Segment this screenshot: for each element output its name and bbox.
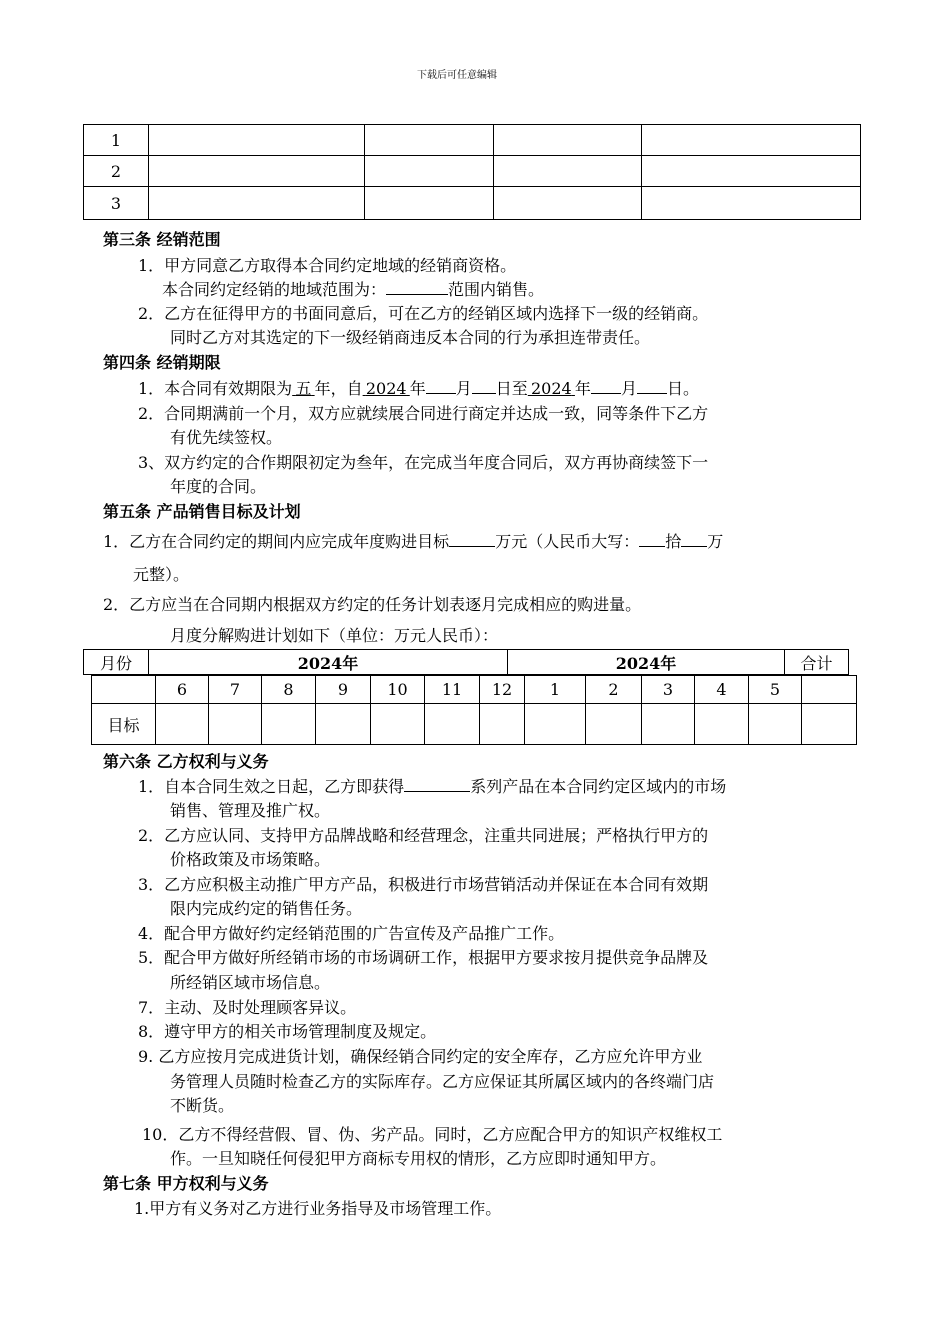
article-5-item-1-cont: 元整）。: [133, 565, 190, 584]
article-4-item-3: 3、双方约定的合作期限初定为叁年，在完成当年度合同后，双方再协商续签下一: [138, 453, 709, 472]
page-header-note: 下载后可任意编辑: [417, 70, 497, 81]
article-4-item-2: 2．合同期满前一个月，双方应就续展合同进行商定并达成一致，同等条件下乙方: [138, 404, 709, 423]
article-6-item-9-cont: 务管理人员随时检查乙方的实际库存。乙方应保证其所属区域内的各终端门店: [170, 1072, 715, 1091]
target-label: 目标: [92, 704, 156, 745]
article-3-item-1-scope: 本合同约定经销的地域范围为： 范围内销售。: [162, 280, 545, 299]
row-number: 3: [84, 187, 149, 220]
month-cell: 2: [586, 676, 642, 704]
article-6-item-9-cont2: 不断货。: [170, 1096, 235, 1115]
month-label: 月份: [84, 650, 149, 675]
article-3-item-2: 2．乙方在征得甲方的书面同意后，可在乙方的经销区域内选择下一级的经销商。: [138, 304, 709, 323]
table-row: [84, 156, 861, 187]
article-7-item-1: 1.甲方有义务对乙方进行业务指导及市场管理工作。: [134, 1199, 502, 1218]
article-6-item-1: 1．自本合同生效之日起，乙方即获得 系列产品在本合同约定区域内的市场: [138, 777, 727, 796]
article-6-item-8: 8．遵守甲方的相关市场管理制度及规定。: [138, 1022, 437, 1041]
article-6-item-5: 5．配合甲方做好所经销市场的市场调研工作，根据甲方要求按月提供竞争品牌及: [138, 948, 709, 967]
month-cell: 8: [262, 676, 316, 704]
article-5-item-2: 2．乙方应当在合同期内根据双方约定的任务计划表逐月完成相应的购进量。: [103, 595, 642, 614]
article-3-item-1: 1．甲方同意乙方取得本合同约定地域的经销商资格。: [138, 256, 517, 275]
month-cell: 7: [209, 676, 262, 704]
plan-table-header: [83, 649, 849, 675]
top-table: [83, 124, 861, 220]
month-cell: 11: [425, 676, 480, 704]
table-row: [92, 676, 857, 704]
month-cell: 9: [316, 676, 371, 704]
year-2-label: 2024年: [508, 650, 785, 675]
article-6-item-4: 4．配合甲方做好约定经销范围的广告宣传及产品推广工作。: [138, 924, 565, 943]
row-number: 2: [84, 156, 149, 187]
table-row: [92, 704, 857, 745]
article-6-item-5-cont: 所经销区域市场信息。: [170, 973, 331, 992]
article-6-item-10: 10．乙方不得经营假、冒、伪、劣产品。同时，乙方应配合甲方的知识产权维权工: [142, 1125, 723, 1144]
article-5-title: 第五条 产品销售目标及计划: [103, 502, 301, 521]
table-row: [84, 187, 861, 220]
plan-table-body: [91, 675, 857, 745]
article-3-item-2-cont: 同时乙方对其选定的下一级经销商违反本合同的行为承担连带责任。: [170, 328, 651, 347]
total-label: 合计: [785, 650, 849, 675]
article-6-title: 第六条 乙方权利与义务: [103, 752, 269, 771]
year-1-label: 2024年: [149, 650, 508, 675]
article-6-item-3: 3．乙方应积极主动推广甲方产品，积极进行市场营销活动并保证在本合同有效期: [138, 875, 709, 894]
article-4-title: 第四条 经销期限: [103, 353, 221, 372]
table-row: [84, 125, 861, 156]
article-6-item-1-cont: 销售、管理及推广权。: [170, 801, 331, 820]
article-3-title: 第三条 经销范围: [103, 230, 221, 249]
article-5-plan-caption: 月度分解购进计划如下（单位：万元人民币）：: [170, 626, 499, 645]
month-cell: 12: [480, 676, 525, 704]
article-6-item-2-cont: 价格政策及市场策略。: [170, 850, 331, 869]
article-4-item-1: 1．本合同有效期限为 五 年，自 2024 年 月 日至 2024 年 月 日。: [138, 379, 699, 398]
row-number: 1: [84, 125, 149, 156]
month-cell: 1: [525, 676, 586, 704]
article-5-item-1: 1．乙方在合同约定的期间内应完成年度购进目标 万元（人民币大写： 拾 万: [103, 532, 724, 551]
month-cell: 10: [371, 676, 425, 704]
article-6-item-3-cont: 限内完成约定的销售任务。: [170, 899, 363, 918]
article-4-item-3-cont: 年度的合同。: [170, 477, 267, 496]
month-cell: 3: [642, 676, 695, 704]
month-cell: 5: [749, 676, 802, 704]
month-cell: 4: [695, 676, 749, 704]
article-7-title: 第七条 甲方权利与义务: [103, 1174, 269, 1193]
article-4-item-2-cont: 有优先续签权。: [170, 428, 283, 447]
article-6-item-10-cont: 作。一旦知晓任何侵犯甲方商标专用权的情形，乙方应即时通知甲方。: [170, 1149, 667, 1168]
month-cell: 6: [156, 676, 209, 704]
article-6-item-9: 9. 乙方应按月完成进货计划，确保经销合同约定的安全库存，乙方应允许甲方业: [138, 1047, 703, 1066]
article-6-item-2: 2．乙方应认同、支持甲方品牌战略和经营理念，注重共同进展；严格执行甲方的: [138, 826, 709, 845]
article-6-item-7: 7．主动、及时处理顾客异议。: [138, 998, 357, 1017]
